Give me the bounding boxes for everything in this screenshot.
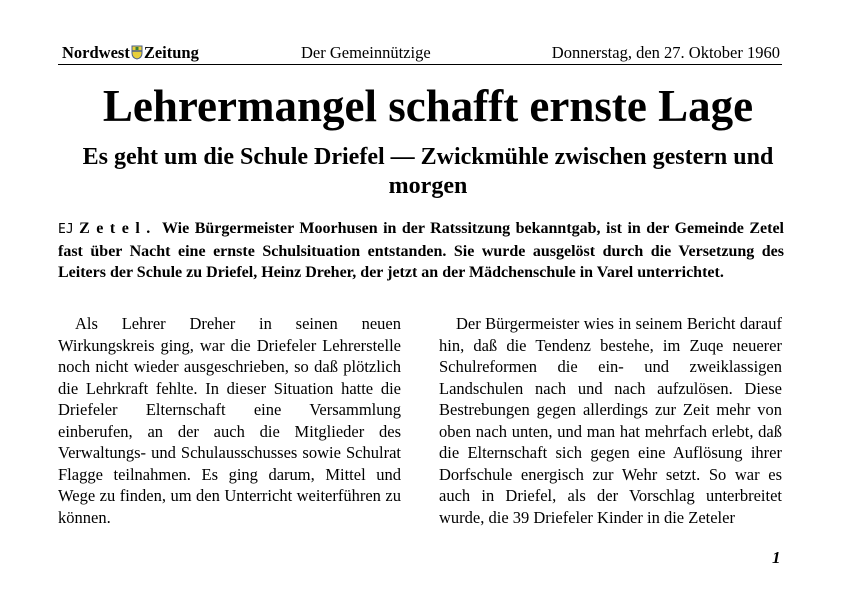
coat-of-arms-icon (131, 45, 143, 65)
lead-paragraph (58, 218, 784, 284)
masthead (62, 43, 199, 65)
issue-date: Donnerstag, den 27. Oktober 1960 (551, 43, 780, 62)
section-title: Der Gemeinnützige (301, 43, 431, 62)
newspaper-header (58, 42, 782, 65)
subheadline: Es geht um die Schule Driefel — Zwickmühle zwischen gestern und morgen (82, 144, 774, 199)
page-number: 1 (772, 548, 781, 567)
column-right: Der Bürgermeister wies in seinem Bericht darauf hin, daß die Tendenz bestehe, im Zuqe neuerer Schulreformen die ein- und zweiklassigen Landschulen nach und nach aufzulösen. Diese Bestrebungen gegen allerdings zur Zeit mehr von oben nach unten, und man hat mehrfach erlebt, daß die Elternschaft sich gegen eine Auflösung ihrer Dorfschule energisch zur Wehr setzt. So war es auch in Driefel, als der Vorschlag unterbreitet wurde, die 39 Driefeler Kinder in die Zeteler (439, 314, 782, 527)
headline: Lehrermangel schafft ernste Lage (102, 81, 754, 131)
author-initials: EJ (58, 222, 74, 237)
masthead-right: Zeitung (143, 43, 199, 62)
column-left: Als Lehrer Dreher in seinen neuen Wirkungskreis ging, war die Driefeler Lehrerstelle noch nicht wieder ausgeschrieben, so daß plötzlich die Lehrkraft fehlte. In dieser Situation hatte die Driefeler Elternschaft eine Versammlung einberufen, an der auch die Mitglieder des Verwaltungs- und Schulausschusses sowie Schulrat Flagge teilnahmen. Es ging darum, Mittel und Wege zu finden, um den Unterricht weiterführen zu können. (58, 314, 401, 527)
lead-text: Wie Bürgermeister Moorhusen in der Ratssitzung bekanntgab, ist in der Gemeinde Zetel fast über Nacht eine ernste Schulsituation entstanden. Sie wurde ausgelöst durch die Versetzung des Leiters der Schule zu Driefel, Heinz Dreher, der jetzt an der Mädchenschule in Varel unterrichtet. (58, 220, 784, 281)
dateline: Zetel. (79, 220, 157, 237)
masthead-left: Nordwest (62, 43, 130, 62)
